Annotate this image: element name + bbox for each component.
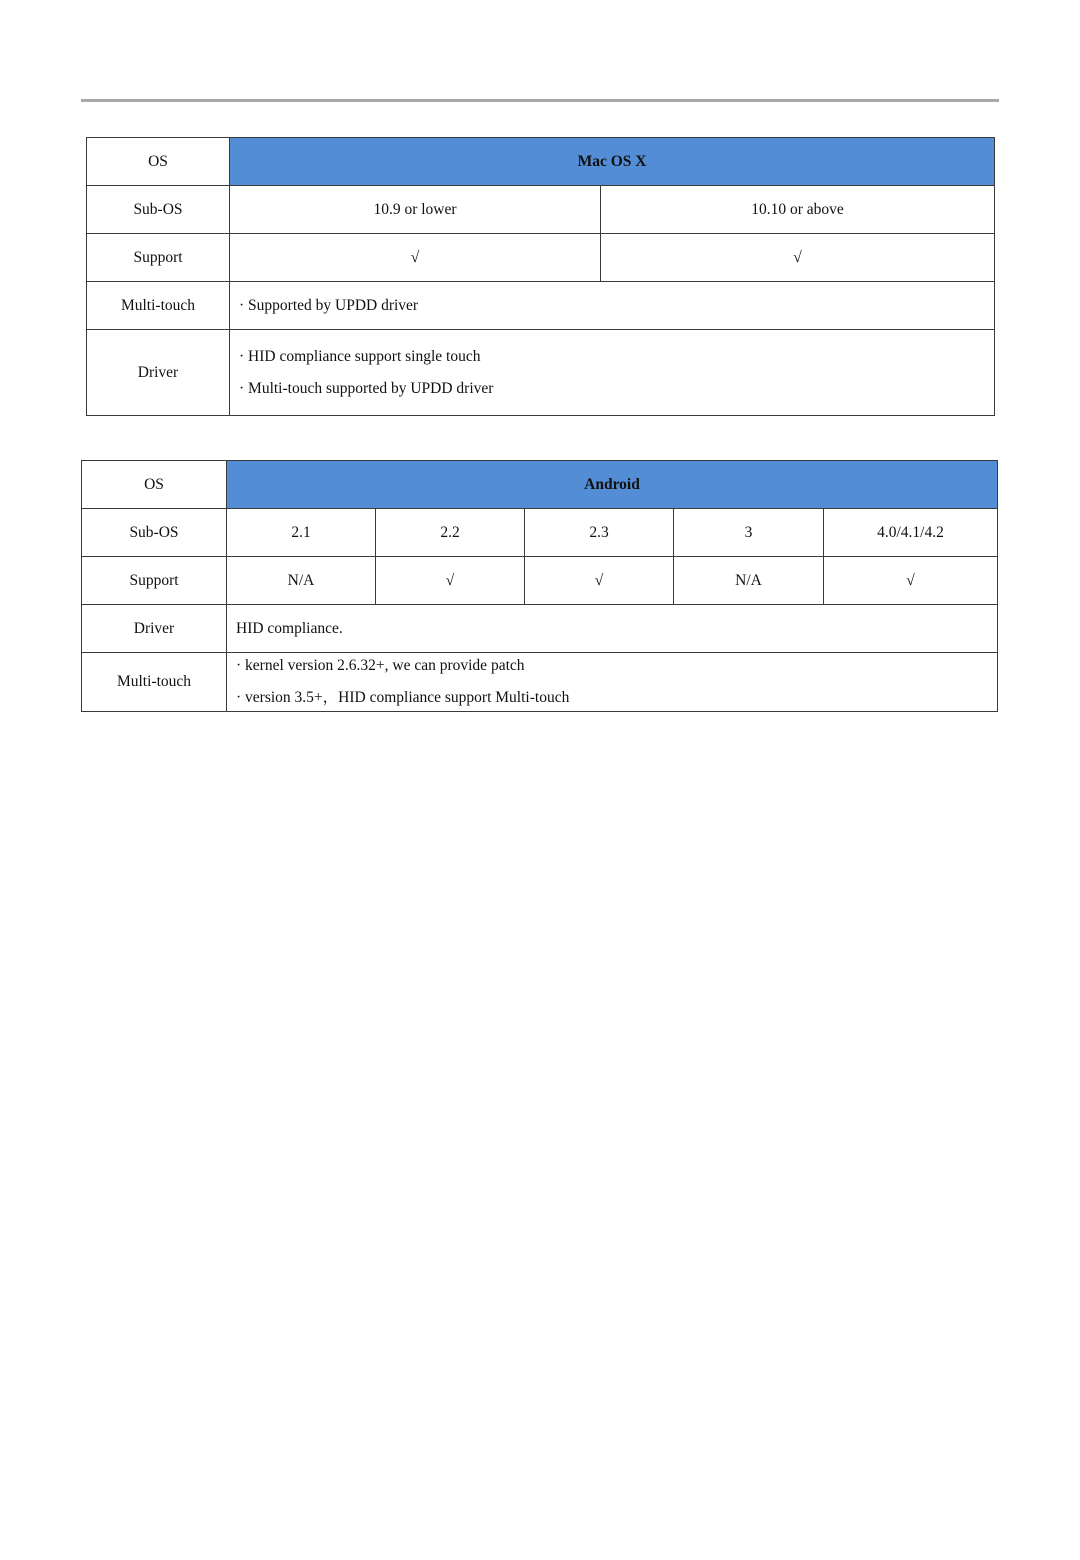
mac-support-label: Support	[87, 234, 230, 282]
android-subos-cell: 3	[674, 509, 824, 557]
android-support-cell: √	[525, 557, 674, 605]
android-os-label: OS	[82, 461, 227, 509]
android-support-cell: √	[376, 557, 525, 605]
android-os-row	[82, 461, 998, 509]
mac-driver-row	[87, 330, 995, 416]
android-subos-cell: 4.0/4.1/4.2	[824, 509, 998, 557]
mac-multitouch-value: · Supported by UPDD driver	[230, 282, 995, 330]
android-subos-label: Sub-OS	[82, 509, 227, 557]
android-table	[81, 460, 998, 712]
android-support-row	[82, 557, 998, 605]
android-support-cell: N/A	[227, 557, 376, 605]
android-driver-row	[82, 605, 998, 653]
mac-subos-cell: 10.10 or above	[601, 186, 995, 234]
mac-support-row	[87, 234, 995, 282]
android-support-label: Support	[82, 557, 227, 605]
mac-driver-line: · HID compliance support single touch	[239, 347, 481, 365]
mac-support-cell: √	[601, 234, 995, 282]
mac-subos-row	[87, 186, 995, 234]
android-subos-row	[82, 509, 998, 557]
top-rule	[81, 99, 999, 102]
mac-driver-line: · Multi-touch supported by UPDD driver	[239, 379, 494, 397]
android-os-name: Android	[227, 461, 998, 509]
mac-os-name: Mac OS X	[230, 138, 995, 186]
android-multitouch-line: · kernel version 2.6.32+, we can provide patch	[236, 657, 525, 674]
android-multitouch-line: · version 3.5+，HID compliance support Multi-touch	[236, 689, 570, 706]
mac-multitouch-row	[87, 282, 995, 330]
mac-subos-cell: 10.9 or lower	[230, 186, 601, 234]
android-multitouch-value	[227, 653, 998, 712]
mac-os-table	[86, 137, 995, 416]
mac-os-row	[87, 138, 995, 186]
android-subos-cell: 2.1	[227, 509, 376, 557]
mac-os-label: OS	[87, 138, 230, 186]
android-driver-value: HID compliance.	[227, 605, 998, 653]
android-support-cell: √	[824, 557, 998, 605]
android-multitouch-row	[82, 653, 998, 712]
android-subos-cell: 2.3	[525, 509, 674, 557]
android-support-cell: N/A	[674, 557, 824, 605]
mac-support-cell: √	[230, 234, 601, 282]
mac-driver-value	[230, 330, 995, 416]
android-subos-cell: 2.2	[376, 509, 525, 557]
mac-subos-label: Sub-OS	[87, 186, 230, 234]
android-driver-label: Driver	[82, 605, 227, 653]
mac-multitouch-label: Multi-touch	[87, 282, 230, 330]
android-multitouch-label: Multi-touch	[82, 653, 227, 712]
mac-driver-label: Driver	[87, 330, 230, 416]
